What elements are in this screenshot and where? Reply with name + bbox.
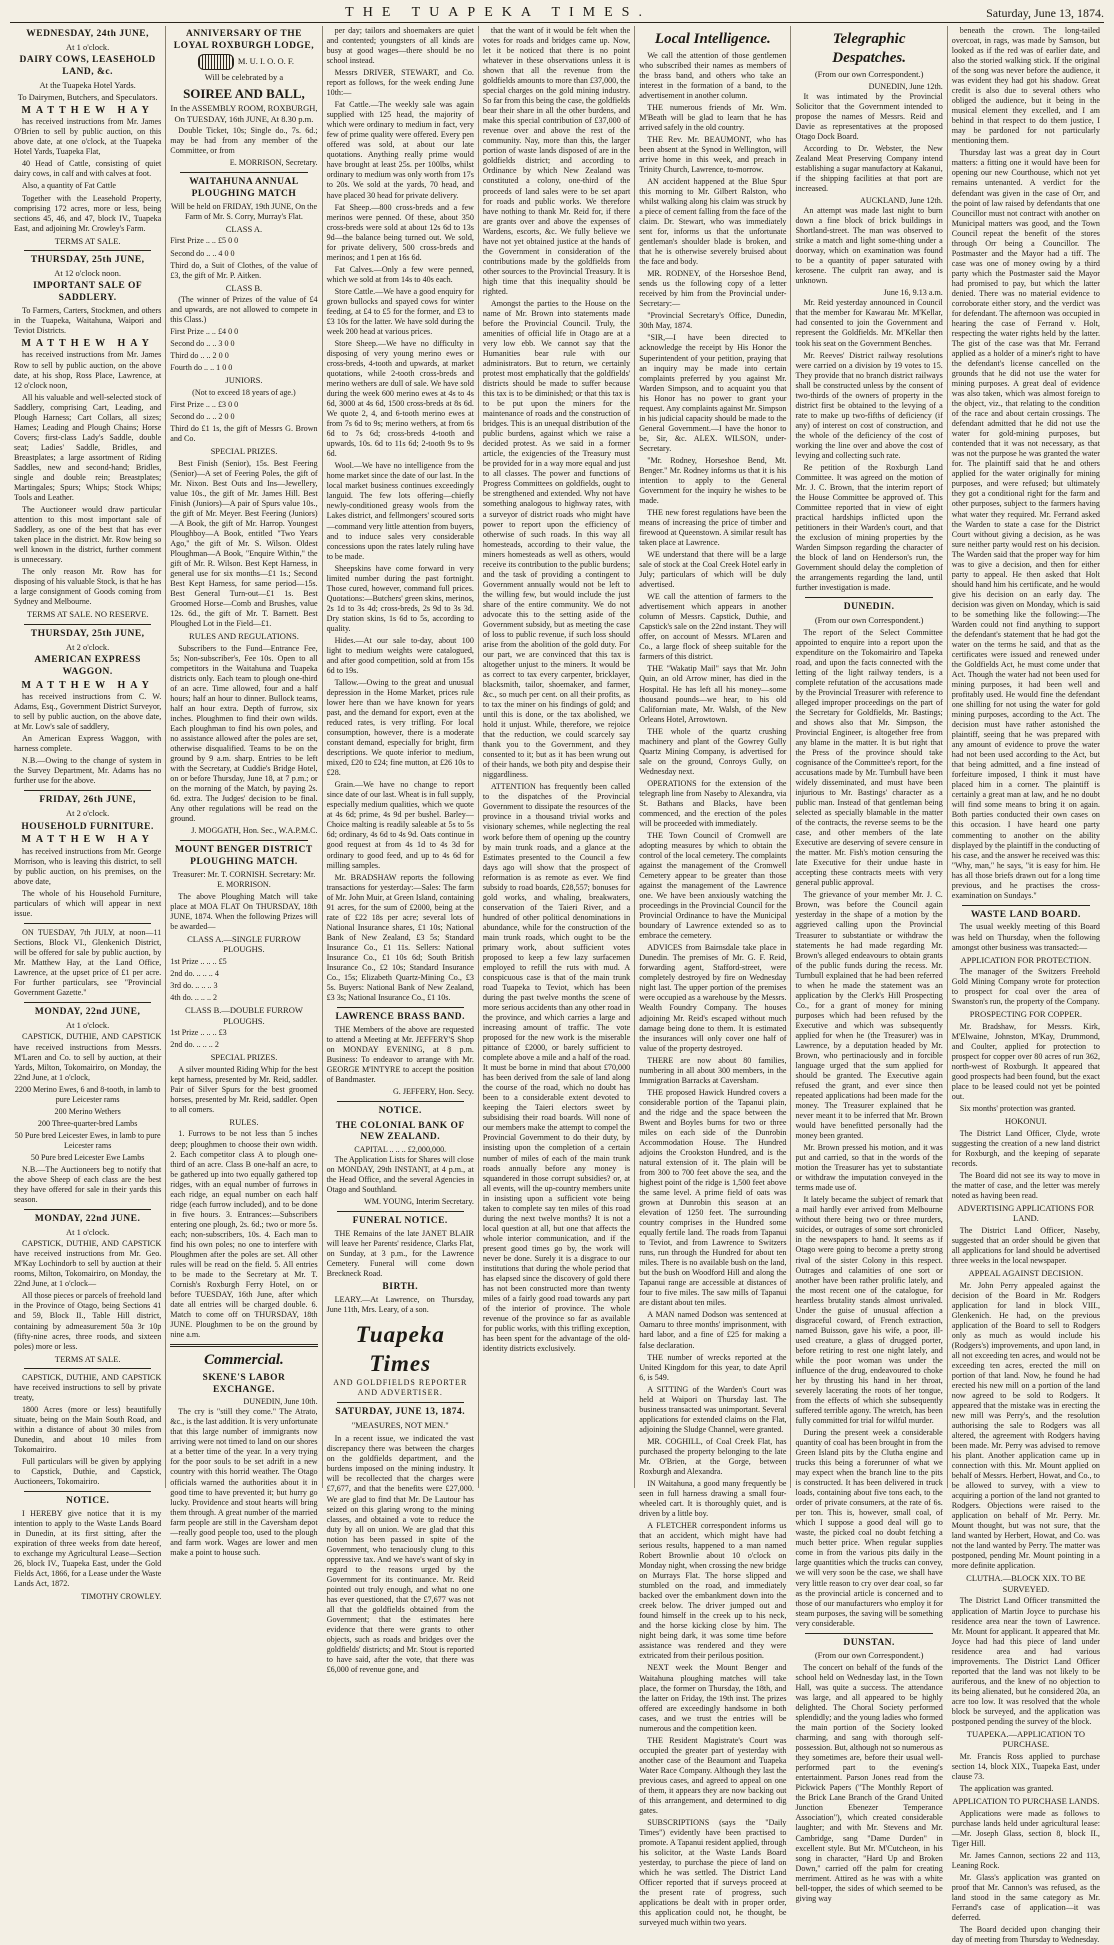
news-paragraph: beneath the crown. The long-tailed overcoat, in rags, was made by Samson, but looked as if the red was of earlier date, and also the storied walking stick. If the original of the song was never before the audience, it was evident they had got his shadow. Great credit is also due to several others who obliged the audience, but it being in the musical element they excelled, and I am behind in that respect to do them justice, I may be pardoned for not particularly mentioning them. — [951, 26, 1100, 146]
auctioneer-name: MATTHEW HAY — [21, 679, 154, 691]
prize-line: Second do .. .. 4 0 0 — [170, 248, 235, 258]
ad-paragraph: LEARY.—At Lawrence, on Thursday, June 11th, Mrs. Leary, of a son. — [326, 1295, 474, 1315]
divider — [24, 790, 151, 791]
divider — [24, 250, 151, 251]
newspaper-logo-subtitle: AND GOLDFIELDS REPORTER AND ADVERTISER. — [333, 1378, 468, 1398]
ad-paragraph: has received instructions from Mr. George Morrison, who is leaving this district, to sell by public auction, on his premises, on the above date, — [14, 846, 162, 886]
divider — [180, 172, 307, 173]
subheading: ADVERTISING APPLICATIONS FOR LAND. — [957, 1202, 1095, 1224]
match-heading: MOUNT BENGER DISTRICT PLOUGHING MATCH. — [175, 845, 313, 867]
article-heading: SKENE'S LABOR EXCHANGE. — [202, 1372, 286, 1395]
ad-paragraph: (Not to exceed 18 years of age.) — [192, 387, 296, 397]
lodge-emblem-icon — [198, 54, 234, 70]
auctioneer-name: MATTHEW HAY — [21, 104, 154, 116]
ad-paragraph: N.B.—Owing to the change of system in the Survey Department, Mr. Adams has no further use for the above. — [14, 756, 162, 786]
prize-line: First Prize .. .. £4 0 0 — [170, 327, 239, 337]
ad-paragraph: An American Express Waggon, with harness complete. — [14, 734, 162, 754]
ad-paragraph: CAPSTICK, DUTHIE, AND CAPSTICK have received instructions from Messrs. M'Laren and Co. to sell by auction, at their Yards, Milton, Tokomairiro, on Monday, the 22nd June, at 1 o'clock, — [14, 1032, 162, 1082]
prize-line: 1st Prize .. .. .. £5 — [170, 957, 227, 967]
news-paragraph: Mr. James Cannon, sections 22 and 113, Leaning Rock. — [951, 1850, 1100, 1870]
news-paragraph: During the present week a considerable quantity of coal has been brought in from the Green Island pits by the Clutha engine and trucks this being a forerunner of what we may expect when the branch line to the pits is constructed. It has been delivered in truck loads, containing about five tons each, to the order of private consumers, at the rate of 6s. per ton. This is, however, small coal, of which I suppose a good deal will go to waste, the picked coal no doubt fetching a much better price. When regular supplies come in from the various pits daily in the large quantities which the trucks can convey, we will very soon be the case, we shall have very little reason to cry over dear coal, so far as the provincial article is concerned and to those of our manufacturers who employ it for steam purposes, the saving will be something very considerable. — [795, 1428, 943, 1628]
article-paragraph: Messrs DRIVER, STEWART, and Co. report as follows, for the week ending June 10th:— — [326, 68, 474, 98]
ad-paragraph: All those pieces or parcels of freehold land in the Province of Otago, being Sections 41 and 59, Block II., Table Hill district, containing by admeasurement 50a 3r 10p (fifty-nine acres, three roods, and sixteen poles) more or less. — [14, 1291, 162, 1351]
news-paragraph: WE understand that there will be a large sale of stock at the Coal Creek Hotel early in July; particulars of which will be duly advertised. — [639, 550, 787, 590]
divider — [337, 1402, 464, 1403]
ad-paragraph: has received instructions from Mr. James O'Brien to sell by public auction, on this above date, at one o'clock, at the Tuapeka Hotel Yards, Tuapeka Flat, — [14, 117, 162, 157]
dateline: June 16, 9.13 a.m. — [883, 288, 943, 298]
divider — [24, 1491, 151, 1492]
sale-time: At 12 o'clock noon. — [54, 267, 121, 278]
divider — [180, 840, 307, 841]
signature: J. MOGGATH, Hon. Sec., W.A.P.M.C. — [191, 826, 318, 836]
stock-line: 200 Merino Wethers — [54, 1106, 121, 1116]
sale-location: At the Tuapeka Hotel Yards. — [39, 79, 136, 90]
news-paragraph: Re petition of the Roxburgh Land Committee. It was agreed on the motion of Mr. J. C. Brown, that the interim report of the House Committee be approved of. This Committee reported that in view of eight practical hardships inflicted upon the petitioners in their Warden's court, and that the exclusion of mining properties by the Warden Simpson regarding the character of the block of land on Henderson's run, the Government should delay the completion of the arrangements regarding the land, until further investigation is made. — [795, 462, 943, 593]
ad-paragraph: ON TUESDAY, 7th JULY, at noon—11 Sections, Block VI., Glenkenich District, will be offered for sale by public auction, by Mr. Matthew Hay, at the Land Office, Lawrence, at the upset price of £1 per acre. For further particulars, see "Provincial Government Gazette." — [14, 927, 162, 998]
ad-paragraph: has received instructions from C. W. Adams, Esq., Government District Surveyor, to sell by public auction, on the above date, at Mr. Low's sale of saddlery, — [14, 692, 162, 732]
ad-paragraph: has received instructions from Mr. James Row to sell by public auction, on the above date, at his shop, Ross Place, Lawrence, at 12 o'clock noon, — [14, 350, 162, 390]
article-paragraph: Grain.—We have no change to report since date of our last. Wheat is in full supply, especially medium qualities, which we quote at 4s 6d; prime, 4s 9d per bushel. Barley—Choice malting is readily saleable at 5s to 5s 6d; ordinary, 4s 6d to 4s 9d. Oats continue in good request at from 4s 1d to 4s 3d for ordinary to good feed, and up to 4s 6d for milling samples. — [326, 780, 474, 870]
news-paragraph: The grievance of your member Mr. J. C. Brown, was before the Council again yesterday in the shape of a motion by the aggrieved calling upon the Provincial Treasurer to substantiate or withdraw the statements he had made regarding Mr. Brown's alleged endeavours to obtain grants of the public funds during the recess. Mr. Turnbull explained that he had been referred to when he made the statement was an application by the Clerk's Hill Prospecting Co., for a grant of money for mining purposes which had been refused by the Executive and which was subsequently applied for when he (the Treasurer) was in Lawrence, by a deputation headed by Mr. Brown, who pertinaciously and in forcible language urged that the sum applied for should be granted. The Executive again refused the grant, and ever since then repeated applications had been made for the money. The Treasurer explained that he never meant it to be inferred that Mr. Brown would have benefitted personally had the money been granted. — [795, 890, 943, 1141]
signature: TIMOTHY CROWLEY. — [81, 1591, 162, 1601]
ad-paragraph: N.B.—The Auctioneers beg to notify that the above Sheep of each class are the best they have offered for sale in their yards this season. — [14, 1164, 162, 1204]
column-2 — [166, 26, 322, 1557]
sale-time: At 2 o'clock. — [65, 808, 110, 819]
column-1 — [10, 26, 166, 1601]
subheading: APPLICATION TO PURCHASE LANDS. — [952, 1796, 1100, 1807]
prize-line: 4th do. .. .. .. 2 — [170, 993, 218, 1003]
news-paragraph: Mr. Francis Ross applied to purchase section 14, block XIX., Tuapeka East, under clause 73. — [951, 1751, 1100, 1782]
ad-paragraph: 1800 Acres (more or less) beautifully situate, being on the Main South Road, and within a distance of about 30 miles from Dunedin, and about 10 miles from Tokomairiro. — [14, 1405, 162, 1455]
article-paragraph: Store Sheep.—We have no difficulty in disposing of very young merino ewes or cross-breds, 4-tooth and upwards, at market quotations, while 2-tooth cross-breds and merino wethers are dull of sale. We have sold during the week 600 merino ewes at 4s to 4s 6d, 3000 at 4s 6d, 1500 cross-breds at 8s 6d. We quote 2, 4, and 6-tooth merino ewes at from 7s 6d to 9s; merino wethers, at from 6s 6d to 7s 6d; cross-breds 4-tooth and upwards, 10s. 6d to 11s 6d; 2-tooth 9s to 9s 6d. — [326, 338, 474, 459]
news-paragraph: According to Dr. Webster, the New Zealand Meat Preserving Company intend establishing a sugar manufactory at Kakanui, if the shipping facilities at that port are increased. — [795, 143, 943, 194]
prize-line: 3rd do. .. .. .. 3 — [170, 981, 218, 991]
stock-line: 50 Pure bred Leicester Ewes, in lamb to pure Leicester rams — [14, 1130, 161, 1150]
divider — [24, 1209, 151, 1210]
divider — [337, 1007, 464, 1008]
article-heading: DUNSTAN. — [843, 1637, 895, 1648]
news-paragraph: "Provincial Secretary's Office, Dunedin, 30th May, 1874. — [639, 311, 787, 331]
prize-line: 2nd do. .. .. .. 4 — [170, 969, 219, 979]
event-title: SOIREE AND BALL, — [183, 86, 305, 102]
ad-paragraph: Also, a quantity of Fat Cattle — [22, 181, 116, 191]
article-paragraph: Tallow.—Owing to the great and unusual depression in the Home Market, prices rule lower here than we have known for years past, and the demand for export, even at the reduced rates, is very trifling. For local consumption, however, there is a moderate constant demand, especially for bright, firm descriptions. We quote inferior to medium, mixed, £20 to £24; fine mutton, at £26 10s to £28. — [326, 677, 474, 778]
news-paragraph: THE Resident Magistrate's Court was occupied the greater part of yesterday with another case of the Beaumont and Tuapeka Water Race Company. Although they last the previous cases, and agreed to appeal on one of them, it appears they are now backing out of this arrangement, and determined to dig gates. — [639, 1735, 787, 1815]
ad-heading: NOTICE. — [378, 1105, 422, 1116]
capital-line: CAPITAL .. .. .. £2,000,000. — [354, 1145, 447, 1155]
article-paragraph: The cry is "still they come." The Atrato, &c., is the last addition. It is very unfortunate that this large number of immigrants now arriving were not timed to land on our shores at a better time of the year. In a very trying for the poor souls to be set adrift in a new country with this horrid weather. The Otago officials warned the authorities about it in good time to have prevented it; but hurry go lucky. Providence and stout hearts will bring them through. A great number of the married farm people are still in the Caversham depot—really good people too, used to the plough and farm work. Wages are lower and men make a point to house such. — [170, 1407, 318, 1557]
news-paragraph: MR. COGHILL, of Coal Creek Flat, has purchased the property belonging to the late Mr. O'Brien, at the Gorge, between Roxburgh and Alexandra. — [639, 1436, 787, 1476]
match-date: Will be held on FRIDAY, 19th JUNE, On the Farm of Mr. S. Corry, Murray's Flat. — [170, 201, 318, 221]
auctioneer-name: MATTHEW HAY — [21, 338, 154, 350]
ad-heading: LAWRENCE BRASS BAND. — [335, 1011, 466, 1022]
news-paragraph: OPERATIONS for the extension of the telegraph line from Naseby to Alexandra, via St. Bathans and Blacks, have been commenced, and the erection of the poles will be proceeded with immediately. — [639, 778, 787, 828]
news-paragraph: Mr. Reid yesterday announced in Council that the member for Kawarau Mr. M'Kellar, had consented to join the Government and represent the Goldfields. Mr. M'Kellar then took his seat on the Government Benches. — [795, 298, 943, 348]
news-paragraph: THE Rev. Mr. BEAUMONT, who has been absent at the Synod in Wellington, will arrive home in this week, and preach in Trinity Church, Lawrence, to-morrow. — [639, 134, 787, 174]
section-title: Commercial. — [204, 1352, 284, 1369]
terms-line: TERMS AT SALE. NO RESERVE. — [26, 609, 149, 620]
sale-title: DAIRY COWS, LEASEHOLD LAND, &c. — [19, 55, 156, 78]
sale-audience: To Dairymen, Butchers, and Speculators. — [17, 92, 158, 103]
news-paragraph: The concert on behalf of the funds of the school held on Wednesday last, in the Town Hall, was quite a success. The attendance was large, and all appeared to be highly delighted. The Choral Society performed splendidly; and the young ladies who formed the main portion of the Society looked charming, and sang with thorough self-possession. But, although not so numerous as they sometimes are, before their usual well-performed part to the evening's entertainment. Parson Jones read from the Pickwick Papers ("The Monthly Report of the Brick Lane Branch of the Grand United Junction Ebenezer Temperance Association"), which created considerable laughter; and with Mr. Stevens and Mr. Cambridge, sang "Dame Durden" in excellent style. But Mr. M'Cutcheon, in his song in character, "Hard Up and Broken Down," carried off the palm for creating merriment. Attired as he was with a white bell-topper, the sides of which seemed to be giving way — [795, 1662, 943, 1903]
newspaper-columns — [10, 26, 1104, 1944]
sale-time: At 1 o'clock. — [65, 1019, 110, 1030]
byline: (From our own Correspondent.) — [814, 69, 924, 80]
article-heading: WASTE LAND BOARD. — [970, 909, 1081, 920]
ad-paragraph: I HEREBY give notice that it is my intention to apply to the Waste Lands Board in Dunedin, at its first sitting, after the expiration of three weeks from date hereof, to exchange my Agricultural Lease—Section 26, block IV., Tuapeka East, under the Gold Fields Act, 1866, for a Lease under the Waste Lands Act, 1872. — [14, 1509, 162, 1589]
stock-line: 2200 Merino Ewes, 6 and 8-tooth, in lamb to pure Leicester rams — [14, 1084, 161, 1104]
editorial-paragraph: that the want of it would be felt when the votes for roads and bridges came up. Now, let it be noticed that there is no point whatever in these observations unless it is shown that all the revenue from the goldfields amounts to more than £37,000, the special charges on the gold mining industry. So far from this being the case, the goldfields bear their share in all the other burdens, and make this special contribution of £37,000 of revenue over and above the rest of the community. Nay, more than this, the larger portion of waste lands disposed of are in the goldfields district; and according to Ordinance by which New Zealand was constituted a colony, one-third of the proceeds of land sales were to be set apart for roads and public works. We therefore have nothing to thank Mr. Reid for, if there are grants over and above the expenses of Wardens, escorts, &c. We fully believe we have not yet obtained justice at the hands of the Government in consideration of the contributions made by the goldfields from other sources to the Provincial Treasury. It is high time that this inequality should be righted. — [482, 26, 631, 296]
editorial-paragraph: Amongst the parties to the House on the name of Mr. Brown into statements made before the Provincial Council. Truly, the amenities of official life in Otago are at a very low ebb. We cannot say that the Humanities bear rule with our administrators. But to return, we certainly protest most emphatically that the goldfields' districts should be made to suffer because this tax is to be diminished; or that this tax is to be put upon the miners for the maintenance of roads and the construction of bridges. This is an unequal distribution of the public burdens, against which we raise a decided protest. As we said in a former article, the exigencies of the Treasury must be provided for in a way more equal and just to all classes. The power and functions of Progress Committees on goldfields, ought to be strengthened and extended. Why not have something analogous to highway rates, with a surveyor of district roads who might have power to report upon the efficiency of otherwise of such roads. In this way all homesteads, according to their value, the miners homesteads as well as others, would receive its contribution to the public burdens; and the task of providing a contingent to Government annually would not be left to the willing few, but would include the just share of the entire community. We do not advocate this to the setting aside of the Government subsidy, but as meeting the case of loss to public revenue, if such loss should arise from the abolition of the gold duty. For our part, we are convinced that this tax is altogether unjust to the miners. It would be as correct to tax every carpenter, bricklayer, blacksmith, tailor, shoemaker, and farmer, &c., so much per cent. on all their profits, as to tax the miner on his findings of gold; and until this is done, or the tax abolished, we hold it unjust. While, therefore, we rejoice that the reduction, we could scarcely say thank you to the Government, and they consented to it; but as it has been wrung out of their hands, we both pity and despise their niggardliness. — [482, 298, 631, 780]
sale-title: HOUSEHOLD FURNITURE. — [21, 821, 154, 832]
ad-paragraph: The whole of his Household Furniture, particulars of which will appear in next issue. — [14, 888, 162, 918]
ad-paragraph: CAPSTICK, DUTHIE, AND CAPSTICK have received instructions from Mr. Geo. M'Kay Lochindorb to sell by auction at their rooms, Milton, Tokomairiro, on Monday, the 22nd June, at 1 o'clock— — [14, 1239, 162, 1289]
news-paragraph: Six months' protection was granted. — [959, 1104, 1076, 1114]
news-paragraph: Mr. Reeves' District railway resolutions were carried on a division by 19 votes to 15. They provide that no branch district railways shall be constructed unless by the consent of two-thirds of the owners of property in the district first be obtained to the levying of a rate to make up two-fifths of deficiency (if any) of interest on cost of construction, and the whole of the deficiency of the cost of working the line over and above the cost of levying and collecting such rate. — [795, 350, 943, 460]
news-paragraph: WE call the attention of farmers to the advertisement which appears in another column of Messrs. Capstick, Duthie, and Capstick's sale on the 22nd instant. They will offer, on account of Messrs. M'Laren and Co., a large flock of sheep suitable for the farmers of this district. — [639, 592, 787, 662]
editorial-paragraph: In a recent issue, we indicated the vast discrepancy there was between the charges on the goldfields department, and the burdens imposed on the mining industry. It will be recollected that the charges were £7,677, and that the benefits were £27,000. We are glad to find that Mr. De Lautour has seized on this glaring wrong to the mining classes, and obtained a vote to reduce the duty by all on union. We are glad that this notion has been passed in spite of the Government, who tenaciously clung to this oppressive tax. And we have's want of sky in regard to the reasons urged by the Government for its continuance. Mr. Reid pointed out truly enough, and what no one has ever questioned, that the £7,677 was not all that the goldfields obtained from the Government; that the estimates here evidence that there were grants to other objects, such as roads and bridges over the goldfields' districts; and Mr. Stout is reported to have said, after the vote, that there was £6,000 of revenue gone, and — [326, 1434, 474, 1675]
sale-date-heading: MONDAY, 22nd JUNE, — [34, 1007, 141, 1018]
lodge-heading: ANNIVERSARY OF THE LOYAL ROXBURGH LODGE, — [173, 29, 315, 51]
news-paragraph: AN accident happened at the Blue Spur this morning to Mr. Gilbert Ralston, who whilst walking along his claim was struck by a piece of cement falling from the face of the claim. Dr. Stewart, who was immediately sent for, informs us that the unfortunate gentleman's shoulder blade is broken, and that he is otherwise severely bruised about the face and body. — [639, 176, 787, 267]
news-paragraph: Mr. Glass's application was granted on proof that Mr. Cannon's was refused, as the land stood in the same category as Mr. Ferrand's case of application—it was deferred. — [951, 1872, 1100, 1922]
editorial-paragraph: ATTENTION has frequently been called to the dispatches of the Provincial Government to dissipate the resources of the province in a thousand trivial works and visionary schemes, while neglecting the real work before them of opening up the country by main trunk roads, and a glance at the Estimates presented to the Council a few days ago will show that the prospect of reformation is as remote as ever. We find subsidy to road boards, £28,557; bonuses for gold works, and whaling, breakwaters, conservation of the Taieri River, and a hundred of other political denominations in abundance, while for the construction of the main trunk roads, which ought to be the primary work, about sufficient votes proposed to keep a few lazy surfacemen employed to refill the ruts with mud. A conspicuous case is that of the main trunk road Tuapeka to Teviot, which has been during the past twelve months the scene of more serious accidents than any other road in the province, and which carries a large and increasing amount of traffic. The vote proposed for the new work is the miserable pittance of £2000, or barely sufficient to complete above a mile and a half of the road. It must be borne in mind that about £70,000 has been derived from the sale of land along the course of the road, which no doubt has been to a considerable extent devoted to keeping the Taieri electors sweet by subsidising their road boards. Will none of our members make the attempt to compel the Provincial Government to do their duty, by insisting upon the completion of a certain number of miles of each of the main trunk roads annually before any money is squandered in those corrupt subsidies? or, at all events, will the up-country members unite in insisting upon a sufficient vote being taken to complete say ten miles of this road during the next twelve months? It is not a local question at all, but one that affects the whole interior communication, and if the present good times go by, the work will never be done. Surely it is a disgrace to our institutions that during the whole period that has elapsed since the discovery of gold there has not been constructed more than twenty miles of a fairly good road towards any part of the interior of province. The whole revenue of the province so far as available for public works, with this trifling exception, has been spent for the advantage of the old-identity districts exclusively. — [482, 782, 631, 1354]
ad-paragraph: 1. Furrows to be not less than 5 inches deep; ploughmen to choose their own width. 2. Each competitor class A to plough one-third of an acre. Class B one-half an acre, to be gathered up into two equally gathered top ridges, with an equal number of furrows in each ridge, an equal number on each half ridge (each furrow included), and to be done in five hours. 3. Entrances:—Subscribers entering one plough, 2s. 6d.; two or more 5s. each; non-subscribers, 10s. 4. Each man to find his own poles; no one to interfere with Ploughmen after the poles are set. All other rules will be read on the field. 5. All entries to be made to the Secretary at Mr. T. Cornish's Roxburgh Ferry Hotel, on or before TUESDAY, 16th June, after which date all entries will be charged double. 6. Match to come off on THURSDAY, 18th JUNE. Ploughmen to be on the ground by nine a.m. — [170, 1129, 318, 1340]
article-paragraph: Fat Calves.—Only a few were penned, which we sold at from 14s to 40s each. — [326, 264, 474, 284]
class-heading: CLASS B.—DOUBLE FURROW PLOUGHS. — [185, 1005, 303, 1026]
subheading: APPLICATION FOR PROTECTION. — [960, 954, 1092, 965]
ad-paragraph: The Application Lists for Shares will close on MONDAY, 29th INSTANT, at 4 p.m., at the Head Office, and the several Agencies in Otago and Southland. — [326, 1155, 474, 1195]
sale-date-heading: THURSDAY, 25th JUNE, — [30, 628, 145, 639]
masthead — [10, 4, 1104, 23]
class-heading: CLASS A. — [225, 223, 263, 234]
article-paragraph: Wool.—We have no intelligence from the home market since the date of our last. In the local market business continues exceedingly languid. The few lots offering—chiefly newly-conditioned greasy wools from the Lakes district, and fellmongers' scoured sorts—command very little attention from buyers, and to induce sales very considerable concessions upon the rates lately ruling have to be made. — [326, 461, 474, 561]
ad-paragraph: Treasurer: Mr. T. CORNISH. Secretary: Mr. E. MORRISON. — [172, 869, 316, 889]
ad-paragraph: To Farmers, Carters, Stockmen, and others in the Tuapeka, Waitahuna, Waipori and Teviot Districts. — [14, 305, 162, 336]
subheading: TUAPEKA.—APPLICATION TO PURCHASE. — [966, 1728, 1085, 1750]
ad-subheading: THE COLONIAL BANK OF NEW ZEALAND. — [335, 1120, 465, 1143]
sale-date-heading: WEDNESDAY, 24th JUNE, — [26, 29, 150, 39]
news-paragraph: A MAN named Dodson was sentenced at Oamaru to three months' imprisonment, with hard labor, and a fine of £25 for making a false declaration. — [639, 1310, 787, 1350]
issue-date: SATURDAY, JUNE 13, 1874. — [335, 1407, 466, 1418]
subheading: HOKONUI. — [1004, 1116, 1047, 1127]
newspaper-logo-block — [327, 1321, 474, 1430]
signature: G. JEFFERY, Hon. Secy. — [392, 1086, 474, 1096]
prize-line: 2nd do. .. .. .. 2 — [170, 1040, 219, 1050]
dateline: DUNEDIN, June 12th. — [868, 81, 943, 91]
news-paragraph: The Board did not see its way to move in the matter of case, and the letter was merely noted as having been read. — [951, 1170, 1100, 1200]
section-title: Local Intelligence. — [654, 31, 771, 47]
news-paragraph: The Board decided upon changing their day of meeting from Thursday to Wednesday. — [951, 1924, 1100, 1944]
subheading: CLUTHA.—BLOCK XIX. TO BE SURVEYED. — [966, 1573, 1086, 1594]
news-paragraph: A SITTING of the Warden's Court was held at Waipori on Thursday last. The business transacted was unimportant. Several applications for extended claims on the Flat, adjoining the Sludge Channel, were granted. — [639, 1384, 787, 1434]
divider — [805, 1633, 932, 1634]
sale-time: At 2 o'clock. — [65, 641, 110, 652]
column-4 — [479, 26, 635, 1488]
class-heading: JUNIORS. — [225, 375, 263, 386]
class-heading: CLASS B. — [225, 282, 263, 293]
subheading: PROSPECTING FOR COPPER. — [969, 1009, 1082, 1020]
ad-paragraph: Together with the Leasehold Property, comprising 172 acres, more or less, being sections 45, 46, and 47, block IV., Tuapeka East, and adjoining Mr. Crowley's Farm. — [14, 193, 162, 233]
double-divider — [170, 1344, 317, 1347]
sale-time: At 1 o'clock. — [65, 1226, 110, 1237]
divider — [24, 624, 151, 625]
stock-line: 50 Pure bred Leicester Ewe Lambs — [30, 1152, 145, 1162]
prize-line: Fourth do .. .. 1 0 0 — [170, 363, 233, 373]
ad-paragraph: 40 Head of Cattle, consisting of quiet dairy cows, in calf and with calves at foot. — [14, 159, 162, 179]
ad-paragraph: The only reason Mr. Row has for disposing of his valuable Stock, is that he has a large consignment of Goods coming from Sydney and Melbourne. — [14, 567, 162, 607]
article-paragraph: Fat Sheep.—800 cross-breds and a few merinos were penned. Of these, about 350 cross-breds were sold at about 12s 6d to 13s 9d—the balance being turned out. We sold, for private delivery, 500 cross-breds and merinos; and 1 pen at 16s 6d. — [326, 202, 474, 262]
news-paragraph: A FLETCHER correspondent informs us that an accident, which might have had serious results, happened to a man named Robert Brownlie about 10 o'clock on Monday night, when crossing the new bridge on Murrays Flat. The horse slipped and stumbled on the road, and immediately backed over the embankment down into the creek below. The driver jumped out and found himself in the creek up to his neck, and the horse kicking close by him. The night being dark, it was some time before assistance was rendered and they were extricated from their perilous position. — [639, 1521, 787, 1661]
column-7 — [948, 26, 1104, 1944]
article-paragraph: per day; tailors and shoemakers are quiet and contented; youngsters of all kinds are busy at good wages—there should be no school instead. — [326, 26, 474, 66]
news-paragraph: It was intimated by the Provincial Solicitor that the Government intended to propose the names of Messrs. Reid and Davie as representatives at the proposed Otago Dock Board. — [795, 91, 943, 141]
article-heading: DUNEDIN. — [843, 602, 895, 613]
news-paragraph: THE Town Council of Cromwell are adopting measures by which to obtain the control of the local cemetery. The complaints against the management of the Cromwell Cemetery appear to be greater than those against the management of the Lawrence one. We have been anxiously watching the proceedings in the Provincial Council for the Provincial Ordinance to have the Municipal boundary of Lawrence extended so as to embrace the cemetery. — [639, 830, 787, 941]
news-paragraph: THE whole of the quartz crushing machinery and plant of the Gowrey Gully Quartz Mining Company, is advertised for sale on the ground, Conroys Gully, on Wednesday next. — [639, 726, 787, 776]
prize-line: 1st Prize .. .. .. £3 — [170, 1028, 227, 1038]
news-paragraph: "SIR,—I have been directed to acknowledge the receipt by His Honor the Superintendent of your petition, praying that an inquiry may be made into certain complaints preferred by you against Mr. Warden Simpson, and to acquaint you that his Honor has no power to grant your request. Any complaints against Mr. Simpson in his judicial capacity should be made to the General Government.—I have the honor to be, Sir, &c. ALEX. WILSON, under-Secretary. — [639, 333, 787, 453]
ad-heading: FUNERAL NOTICE. — [352, 1216, 448, 1227]
ad-heading: BIRTH. — [382, 1282, 419, 1293]
divider — [962, 905, 1090, 906]
news-paragraph: MR. RODNEY, of the Horseshoe Bend, sends us the following copy of a letter received by him from the Provincial under-Secretary:— — [639, 269, 787, 309]
news-paragraph: The usual weekly meeting of this Board was held on Thursday, when the following amongst other business was transacted:— — [951, 922, 1100, 952]
news-paragraph: We call the attention of those gentlemen who subscribed their names as members of the brass band, and others who take an interest in the formation of a band, to the advertisement in another column. — [639, 50, 787, 100]
divider — [337, 1211, 464, 1212]
terms-line: TERMS AT SALE. — [54, 235, 121, 246]
divider — [24, 1368, 151, 1369]
subheading: APPEAL AGAINST DECISION. — [968, 1267, 1084, 1278]
dateline: DUNEDIN, June 10th. — [243, 1397, 318, 1407]
article-paragraph: Store Cattle.—We have a good enquiry for grown bullocks and spayed cows for winter feeding, at £4 to £5 for the former, and £3 to £3 10s for the latter. We have sold during the week 200 head at various prices. — [326, 286, 474, 336]
sale-time: At 1 o'clock. — [65, 41, 110, 52]
news-paragraph: IN Waitahuna, a good many frequently be seen in full harness drawing a small four-wheeled cart. It is thoroughly quiet, and is driven by a little boy. — [639, 1478, 787, 1518]
column-3 — [323, 26, 479, 1675]
sale-date-heading: THURSDAY, 25th JUNE, — [30, 255, 145, 266]
byline: (From our own Correspondent.) — [814, 615, 924, 626]
news-paragraph: An attempt was made last night to burn down a fine block of brick buildings in Shortland-street. The man was observed to strike a match and light some-thing under a doorway, which on examination was found to be a quantity of paper saturated with kerosene. The culprit ran away, and is unknown. — [795, 206, 943, 286]
event-venue: In the ASSEMBLY ROOM, ROXBURGH, On TUESDAY, 16th JUNE, At 8.30 p.m. — [170, 103, 318, 124]
divider — [24, 1002, 151, 1003]
news-paragraph: THE number of wrecks reported at the United Kingdom for this year, to date April 6, is 549. — [639, 1352, 787, 1382]
divider — [337, 1101, 464, 1102]
news-paragraph: Mr. Brown pressed his motion, and it was put and carried, so that in the words of the motion the Treasurer has yet to substantiate or withdraw the imputation conveyed in the terms made use of. — [795, 1143, 943, 1193]
motto: "MEASURES, NOT MEN." — [351, 1419, 449, 1430]
news-paragraph: SUBSCRIPTIONS (says the "Daily Times") evidently have been practised to promote. A Tapanui resident applied, through his solicitor, at the Waste Lands Board yesterday, to purchase the piece of land on which he was settled. The District Land Officer reported that if surveys proceed at the present rate of progress, such applications be dealt with in proper order, this application could not, he thought, be surveyed much within two years. — [639, 1817, 787, 1928]
prize-line: Second do .. .. 2 0 0 — [170, 411, 235, 421]
ad-paragraph: The above Ploughing Match will take place at MOA FLAT On THURSDAY, 18th JUNE, 1874. When the following Prizes will be awarded— — [170, 891, 318, 931]
news-paragraph: The District Land Officer, Naseby, suggested that an order should be given that all applications for land should be advertised three weeks in the local newspaper. — [951, 1225, 1100, 1265]
news-paragraph: THE proposed Hawick Hundred covers a considerable portion of the Tapanui plain, and the ridge and the space between the Bwent and Boyles burns for two or three miles on each side of the Dunrobin Accommodation House. The Hundred adjoins the Crookston Hundred, and is the natural extension of it. The plain will be from 300 to 700 feet above the sea, and the highest point of the ridge is 1,500 feet above the same level. A prime field of oats was grown at Dunrobin this season at an elevation of 1250 feet. The surrounding country comprises in the Hundred some equally fertile land. The roads from Tapanui to Teviot, and from Lawrence to Switzers runs, run through the Hundred for about ten miles. There is no available bush on the land, but the bush on Woodford Hill and along the Tapanui range are accessible at distances of four to five miles. The saw mills of Tapanui are distant about ten miles. — [639, 1087, 787, 1308]
divider — [24, 923, 151, 924]
news-paragraph: "Mr. Rodney, Horseshoe Bend, Mt. Benger." Mr. Rodney informs us that it is his intention to apply to the General Government for the inquiry he wishes to be made. — [639, 455, 787, 505]
news-paragraph: NEXT week the Mount Benger and Waitahuna ploughing matches will take place, the former on Thursday, the 18th, and the latter on Friday, the 19th inst. The prizes offered are exceedingly handsome in both cases, and we trust the entries will be numerous and the competition keen. — [639, 1663, 787, 1733]
news-paragraph: It lately became the subject of remark that a mail hardly ever arrived from Melbourne without there being two or three murders, suicides, or outrages of some sort chronicled in the newspapers to hand. It seems as if Otago were going to become a pretty strong rival of the sister Colony in this respect. Outrages and calamities of one sort or another have been rather prolific lately, and the most recent one of the catalogue, for heartless brutality stands almost unrivaled. Under the guise of unusual affection a disgraceful coward, of French extraction, named Buisson, gave his wife, a poor, ill-used creature, a glass of drugged porter, before retiring to rest one night lately, and while the poor woman was under the influence of the drug, endeavoured to choke her by thrusting his hand in her throat, severely lacerating the roots of her tongue, from the effects of which she subsequently suffered terrible agony. The wretch, has been fully committed for trial for wilful murder. — [795, 1195, 943, 1426]
ad-paragraph: Best Finish (Senior), 15s. Best Feering (Senior)—A set of Feering Poles, the gift of Mr. Nixon. Best Outs and Ins—Jewellery, value 10s., the gift of Mr. James Hill. Best Finish (Juniors)—A pair of Spurs value 10s., the gift of Mr. Meyer. Best Feering (Juniors)—A Book, the gift of Mr. Harrop. Youngest Ploughboy—A Book, entitled "Two Years Ago," the gift of Mr. S. Wilson. Oldest Ploughman—A Book, "Enquire Within," the gift of Mr. R. Wilson. Best Kept Harness, in general use for six months—£1 1s.; Second Best Kept Harness, for same period—15s. Best General Turn-out—£1 1s. Best Groomed Horse—Comb and Brushes, value 12s. 6d., the gift of Mr. T. Barnett. Best Ploughed Lot in the Field—£1. — [170, 458, 318, 629]
class-heading: CLASS A.—SINGLE FURROW PLOUGHS. — [187, 933, 301, 955]
ad-paragraph: The Auctioneer would draw particular attention to this most important sale of Saddlery, as one of the best that has ever taken place in the district. Mr. Row being so well known in the district, further comment is unnecessary. — [14, 504, 162, 565]
news-paragraph: Mr. Bradshaw, for Messrs. Kirk, M'Elwaine, Johnston, M'Kay, Drummond, and Coulter, applied for protection to prospect for copper over 80 acres of run 362, north-west of Roxburgh. It appeared that good prospects had been found, but the exact place to be leased could not yet be pointed out. — [951, 1021, 1100, 1101]
ad-paragraph: CAPSTICK, DUTHIE, AND CAPSTICK have received instructions to sell by private treaty, — [14, 1373, 162, 1403]
terms-line: TERMS AT SALE. — [54, 1353, 121, 1364]
class-heading: SPECIAL PRIZES. — [210, 1052, 278, 1063]
prize-line: Second do .. .. 3 0 0 — [170, 339, 235, 349]
column-6 — [791, 26, 947, 1903]
stock-line: 200 Three-quarter-bred Lambs — [37, 1118, 138, 1128]
column-5 — [635, 26, 791, 1928]
article-paragraph: Sheepskins have come forward in very limited number during the past fortnight. Those cured, however, command full prices. Quotations:—Butchers' green skins, merinos, 2s 1d to 3s 4d; cross-breds, 2s 9d to 3s 3d. Dry station skins, 1s 6d to 5s, according to quality. — [326, 563, 474, 633]
divider — [805, 597, 932, 598]
signature: E. MORRISON, Secretary. — [229, 158, 318, 168]
news-paragraph: The report of the Select Committee appointed to enquire into a report upon the expenditure on the Tokomairiro and Tapeka road, and upon the facts connected with the letting of the light railway tenders, is a complete refutation of the accusations made by the Provincial Treasurer with reference to alleged improper proceedings on the part of the Secretary for Goldfields, Mr. Bastings; and shows also that Mr. Simpson, the Provincial Engineer, is altogether free from any blame in the matter. It is but right that the Press of the province should take cognisance of the Committee's report, for the accusations made by Mr. Turnbull have been widely disseminated, and must have been injurious to Mr. Bastings' character as a public man. Instead of that gentleman being selected as specially blamable in the matter of the contracts, the reverse seems to be the case, and other members of the late Executive are deserving of severe censure in the matter. Mr. Fish's motion censuring the late Executive for their undue haste in accepting these contracts meets with very general public approval. — [795, 627, 943, 888]
sale-title: IMPORTANT SALE OF SADDLERY. — [33, 281, 143, 304]
auctioneer-name: MATTHEW HAY — [21, 834, 154, 846]
ad-paragraph: A silver mounted Riding Whip for the best kept harness, presented by Mr. Reid, saddler. Pair of Silver Spurs for the best groomed horses, presented by Mr. Reid, saddler. Open to all comers. — [170, 1064, 318, 1114]
news-paragraph: The District Land Officer, Clyde, wrote suggesting the creation of a new land district for Roxburgh, and the keeping of separate records. — [951, 1128, 1100, 1168]
ad-paragraph: THE Remains of the late JANET BLAIR will leave her Parents' residence, Clarks Flat, on Sunday, at 3 p.m., for the Lawrence Cemetery. Funeral will come down Breckneck Road. — [326, 1229, 474, 1279]
news-paragraph: Thursday last was a great day in Court matters: a fitting one it would have been for opening our new Courthouse, which not yet remains untenanted. A verdict for the defendant was given in the case of Orr, and the point of law raised by defendants that one Councillor must not contract with another on Municipal matters was good, and the Town Council repeat the benefit of the stores through Orr being a Councillor. The Postmaster and the Mayor had a tiff. The case was one of money owing by a third party which the Postmaster said the Mayor had promised to pay, but which the latter denied. There was no material evidence to corroborate either story, and the verdict was for defendant. The afternoon was occupied in hearing the case of Ferrand v. Holt, respecting the water rights held by the latter. The gist of the case was that Mr. Ferrand applied as a holder of a miner's right to have the defendant's license cancelled on the grounds that he did not use the water for mining purposes. A great deal of evidence was also taken, which was almost foreign to the object, viz., that relating to the condition of the race and about certain crossings. The defendant admitted that he did not use the water for gold-mining purposes, but contended that it was not necessary, as that was not the purpose he was granted the water for. The plaintiff said that he and others applied for the water originally for mining purposes, and were refused; but ultimately they got a conditional right for the farm and other purposes, subject to the farmers having what water they required. Mr. Ferrand asked the Warden to state a case for the District Court without giving a decision, as he was sure neither party would rest on his decision. The Warden said that the proper way for him was to give a decision, and then for either party to appeal. He then asked that Holt should hand him his certificate, and he would give his decision on an early day. The decision was given on Monday, which is said to be something like the following:—The Warden could not find anything to support the defendant's statement that he had got the water on the terms he said, and that as the certificates were issued and renewed under the Goldfields Act, he must come under that Act. Though the water had not been used for mining purposes, it had been well and profitably used. He would fine the defendant one shilling for not using the water for gold mining purposes, according to the Act. The decision must have rather astonished the plaintiff, seeing that he was prepared with any amount of evidence to prove the water had not been used according to the Act, but that being admitted, and a fine instead of forfeiture imposed, I think it must have placed him in a corner. The plaintiff is certainly a great man at law, and he no doubt will find some means to bring it on again. Both parties conducted their own cases on this occasion. I have heard one party commenting to another on the ability displayed by the plaintiff in the conducting of his case, and the answer he received was this: "Why, man," he says, "it is easy for him. He has all those briefs drawn out for a long time previous, and he practises the cross-examination on Sundays." — [951, 148, 1100, 900]
newspaper-logo: Tuapeka Times — [355, 1322, 445, 1376]
class-heading: RULES AND REGULATIONS. — [189, 631, 299, 642]
news-paragraph: THE numerous friends of Mr. Wm. M'Beath will be glad to learn that he has arrived safely in the old country. — [639, 102, 787, 132]
sale-title: AMERICAN EXPRESS WAGGON. — [34, 655, 141, 677]
news-paragraph: The District Land Officer transmitted the application of Martin Joyce to purchase his residence area near the town of Lawrence. Mr. Mount for applicant. It appeared that Mr. Joyce had had this piece of land under residence area and had various improvements. The District Land Officer reported that the land was not likely to be auriferous, and the knew of no objection to its being alienated, but he considered 20a, an acre too low. It was resolved that the whole block be surveyed, and the application was postponed pending the survey of the block. — [951, 1596, 1100, 1726]
sale-date-heading: MONDAY, 22nd JUNE. — [34, 1213, 141, 1224]
news-paragraph: ADVICES from Bairnsdale take place in Dunedin. The premises of Mr. G. F. Reid, forwarding agent, Stafford-street, were completely destroyed by fire on Wednesday night last. The upper portion of the premises were occupied as a warehouse by the Messrs. Wealth Foundry Company. The houses adjoining Mr. Reid's escaped without much damage being done to them. It is estimated the insurances will only cover one half of value of the property destroyed. — [639, 943, 787, 1053]
news-paragraph: THE new forest regulations have been the means of increasing the price of timber and firewood at Queenstown. A similar result has taken place at Lawrence. — [639, 507, 787, 548]
news-paragraph: THERE are now about 80 families, numbering in all about 300 members, in the Immigration Barracks at Caversham. — [639, 1055, 787, 1085]
lodge-order-text: M. U. I. O. O. F. — [237, 55, 295, 66]
event-line: Will be celebrated by a — [204, 71, 284, 82]
ad-paragraph: All his valuable and well-selected stock of Saddlery, comprising Cart, Leading, and Plough Harness; Cart Collars, all sizes; Hames; Leading and Plough Chains; Horse Covers; first-class Lady's Saddle, double seat; Ladies' Saddle, Bridles, and Breastplates; a large assortment of Riding Saddles, new and second-hand; Bridles, single and double rein; Breastplates; Martingales; Spurs; Whips; Stock Whips; Tools and Leather. — [14, 392, 162, 502]
class-heading: SPECIAL PRIZES. — [210, 446, 278, 457]
notice-heading: NOTICE. — [65, 1496, 110, 1507]
ad-paragraph: Double Ticket, 10s; Single do., 7s. 6d.; may be had from any member of the Committee, or from — [170, 126, 318, 156]
ad-paragraph: Subscribers to the Fund—Entrance Fee, 5s; Non-subscriber's, Fee 10s. Open to all competitors in the Waitahuna and Tuapeka districts only. Each team to plough one-third of an acre. Time allowed, four and a half hours; half an hour to dinner. Bullock teams, half an hour extra. Depth of furrow, six inches. Ploughmen to find their own wilds. Each ploughman to find his own poles, and no assistance allowed after the poles are set, otherwise disqualified. Teams to be on the ground by 9 a.m. sharp. Entries to be left with the Secretary, at Cuddie's Bridge Hotel, on or before Thursday, June 18, at 7 p.m.; or on the morning of the Match, by paying 2s. 6d. extra. The Judges' decision to be final. Any other regulations will be read on the ground. — [170, 643, 318, 824]
signature: WM. YOUNG, Interim Secretary. — [364, 1197, 474, 1207]
prize-line: Third do .. .. 2 0 0 — [170, 351, 229, 361]
prize-line: First Prize .. .. £5 0 0 — [170, 236, 239, 246]
article-paragraph: Fat Cattle.—The weekly sale was again supplied with 125 head, the majority of which were ordinary to medium in fact, very few of prime quality were offered. Every pen offered was sold, at about our late quotations. Anything really prime would have brought at least 25s. per 100lbs, whilst ordinary to medium was only worth from 17s to 20s. We sold at the yards, 70 head, and have placed 30 head for private delivery. — [326, 100, 474, 200]
news-paragraph: The manager of the Switzers Freehold Gold Mining Company wrote for protection to prospect for coal over the area of Swanston's run, the property of the Company. — [951, 967, 1100, 1007]
news-paragraph: Applications were made as follows to purchase lands held under agricultural lease:—Mr. Joseph Glass, section 8, block II., Tiger Hill. — [951, 1808, 1100, 1848]
news-paragraph: Mr. John Perry appealed against the decision of the Board in Mr. Rodgers application for land in block VIII., Glenkenich. He had, on the previous application of the Board to sell to Rodgers only as much as would include his (Rodgers's) improvements, and upon land, in all not exceeding ten acres, and would not be exceeding ten acres, erected the mill on portion of that land. Now, he found he had erected his new mill on a portion of the land now agreed to be sold to Rodgers. It appeared that the mistake was in erecting the new mill was Perry's, and the resolution authorising the sale to Rodgers was all altered, the agreement with Rodgers having been made. Mr. Perry was advised to remove his plant. Another application came up in connection with this. Mr. Mount applied on behalf of Messrs. Herbert, Howat, and Co., to be allowed to survey, with a view to acquiring a portion of the land not granted to Rodgers. Objections were raised to the application on behalf of Mr. Perry. Mr. Mount thought, but was not sure, that the land wanted by Herbert, Howat, and Co. was not the land wanted by Perry. The matter was postponed, pending Mr. Mount pointing in a more definite application. — [951, 1280, 1100, 1571]
class-heading: RULES. — [229, 1116, 259, 1127]
sale-date-heading: FRIDAY, 26th JUNE, — [39, 795, 136, 806]
article-paragraph: Mr. BRADSHAW reports the following transactions for yesterday:—Sales: The farm of Mr. John Muir, at Green Island, containing 91 acres, for the sum of £2000, being at the rate of £22 18s per acre; several lots of National Insurance shares, £1 10s; National Bank of New Zealand, £3 5s; Standard Insurance Co., £1 11s. Sellers: National Insurance Co., £1 10s 6d; South British Insurance Co., £2 10s; Standard Insurance Co., 15s; Elizabeth Quartz-Mining Co., £3 5s. Buyers: National Bank of New Zealand, £3 3s; National Insurance Co., £1 10s. — [326, 872, 474, 1002]
prize-line: First Prize .. .. £3 0 0 — [170, 399, 239, 409]
news-paragraph: The application was granted. — [959, 1784, 1054, 1794]
prize-line: Third do £1 1s, the gift of Messrs G. Brown and Co. — [170, 423, 318, 444]
prize-line: Third do, a Suit of Clothes, of the value of £3, the gift of Mr. P. Aitken. — [170, 260, 318, 280]
dateline: AUCKLAND, June 12th. — [860, 196, 943, 206]
ad-paragraph: THE Members of the above are requested to attend a Meeting at Mr. JEFFERY'S Shop on MONDAY EVENING, at 8 p.m. Business: To endeavor to arrange with Mr. GEORGE M'INTYRE to accept the position of Bandmaster. — [326, 1024, 474, 1084]
article-paragraph: Hides.—At our sale to-day, about 100 light to medium weights were catalogued, and after good competition, sold at from 15s 6d to 19s. — [326, 635, 474, 675]
masthead-paper-name: THE TUAPEKA TIMES. — [345, 5, 651, 21]
section-title: Telegraphic Despatches. — [832, 31, 906, 66]
match-heading: WAITAHUNA ANNUAL PLOUGHING MATCH — [189, 177, 299, 200]
lodge-order — [170, 54, 317, 70]
byline: (From our own Correspondent.) — [814, 1650, 924, 1661]
news-paragraph: THE "Wakatip Mail" says that Mr. John Quin, an old Arrow miner, has died in the Hospital. He has left all his money—some thousand pounds—we hear, to his old Californian mate, Mr. Walsh, of the New Orleans Hotel, Arrowtown. — [639, 664, 787, 724]
ad-paragraph: Full particulars will be given by applying to Capstick, Duthie, and Capstick, Auctioneers, Tokomairiro. — [14, 1457, 162, 1487]
ad-paragraph: (The winner of Prizes of the value of £4 and upwards, are not allowed to compete in this Class.) — [170, 295, 318, 325]
masthead-date: Saturday, June 13, 1874. — [986, 5, 1104, 20]
